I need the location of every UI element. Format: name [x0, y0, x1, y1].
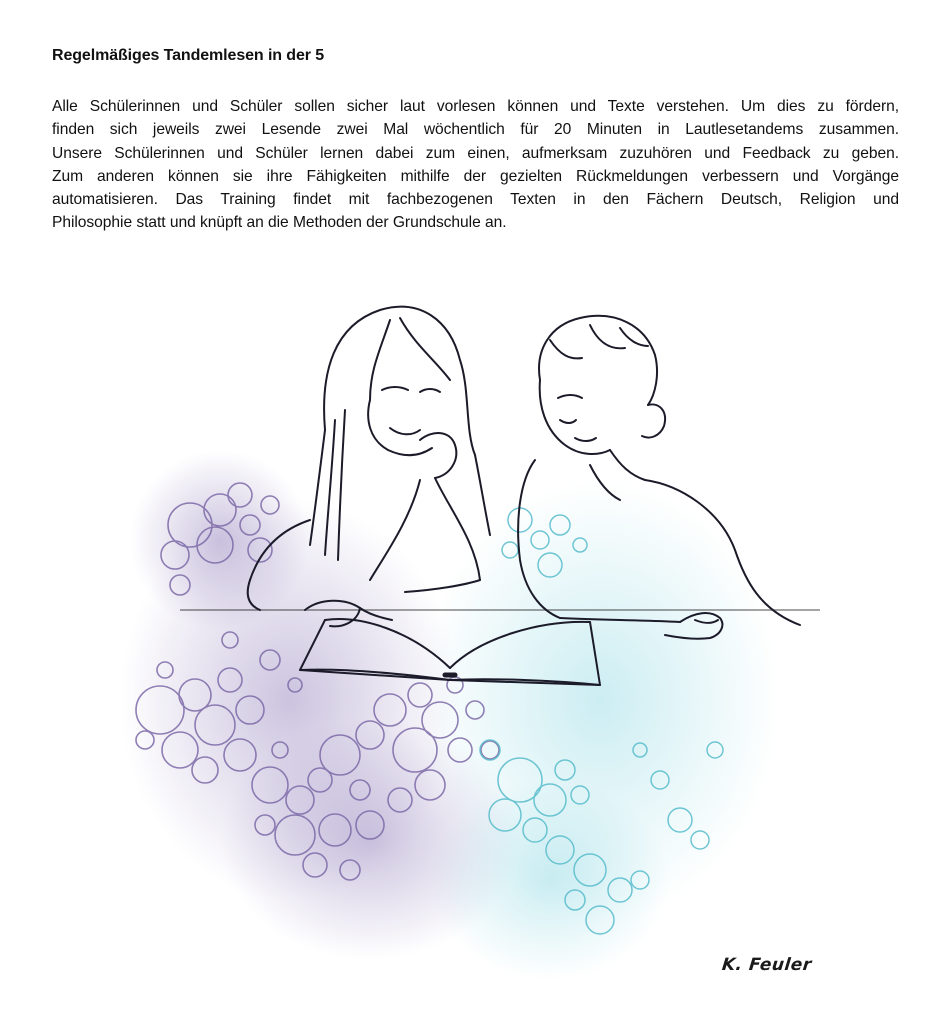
- paragraph-line: Philosophie statt und knüpft an die Methoden der Grundschule an.: [52, 214, 507, 232]
- watercolor-wash: [120, 450, 780, 980]
- paragraph-line: Unsere Schülerinnen und Schüler lernen dabei zum einen, aufmerksam zuzuhören und Feedback zu geben.: [52, 144, 899, 162]
- reading-tandem-illustration: [120, 280, 840, 1000]
- paragraph-line: Zum anderen können sie ihre Fähigkeiten mithilfe der gezielten Rückmeldungen verbessern und Vorgänge: [52, 167, 899, 185]
- paragraph-line: finden sich jeweils zwei Lesende zwei Mal wöchentlich für 20 Minuten in Lautlesetandems zusammen.: [52, 121, 899, 139]
- artist-signature: K. Feuler: [720, 955, 813, 975]
- paragraph-line: automatisieren. Das Training findet mit fachbezogenen Texten in den Fächern Deutsch, Religion und: [52, 191, 899, 209]
- body-paragraph: [52, 95, 899, 235]
- page-title: Regelmäßiges Tandemlesen in der 5: [52, 47, 325, 64]
- paragraph-line: Alle Schülerinnen und Schüler sollen sicher laut vorlesen können und Texte verstehen. Um dies zu fördern,: [52, 98, 899, 115]
